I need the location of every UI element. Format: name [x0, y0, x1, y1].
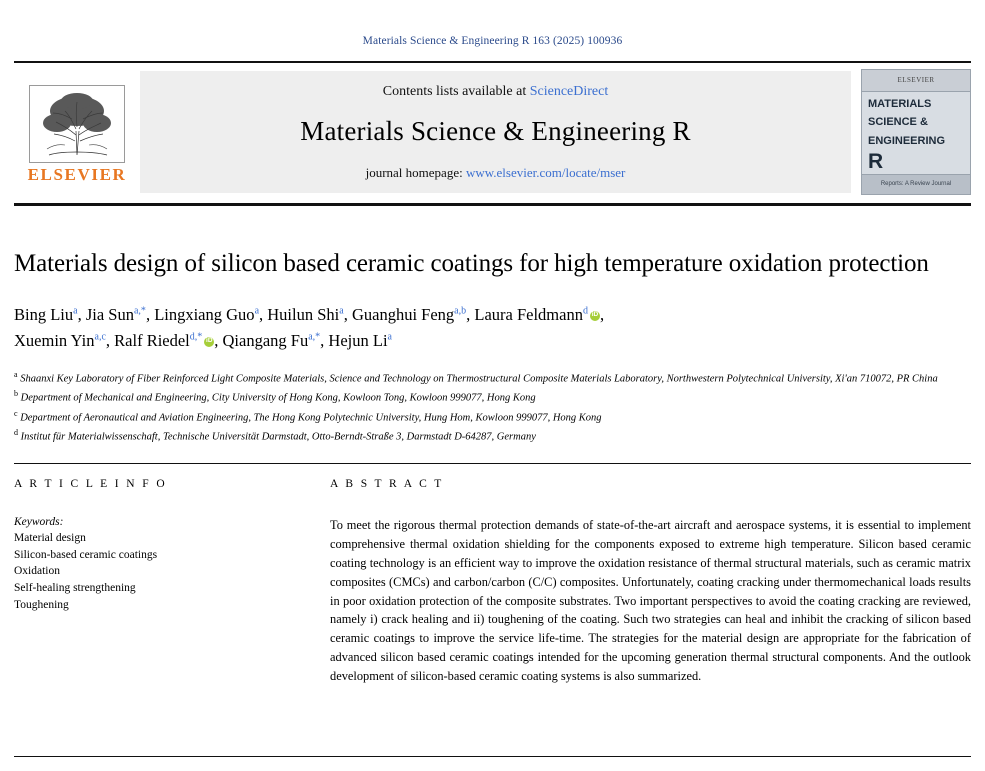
affiliation-marker: d — [14, 427, 18, 437]
cover-publisher-logo: ELSEVIER — [897, 75, 935, 84]
author-affil-marker: a,* — [133, 305, 146, 317]
author-affil-marker: d,* — [189, 331, 203, 343]
keyword-item: Self-healing strengthening — [14, 582, 136, 595]
journal-title: Materials Science & Engineering R — [300, 115, 691, 146]
author-list: Bing Liu$^a$, Jia Sun$^{a,*}$, Lingxiang Guo$^a$, Huilun Shi$^a$, Guanghui Feng$^{a,b}$, Laura Feldmann$^d$ iD , Xuemin Yin$^{a,c}$, Ralf Riedel$^{d,*}$ iD , Qiangang $Fu^{a,*}$, Hejun Li$^a$ — [14, 302, 971, 353]
keyword-item: Oxidation — [14, 565, 60, 578]
author-item[interactable] — [474, 305, 600, 324]
author-item[interactable] — [14, 305, 78, 324]
author-item[interactable] — [328, 331, 392, 350]
elsevier-tree-icon — [29, 85, 125, 163]
author-affil-marker: a — [339, 305, 344, 317]
abstract-text: To meet the rigorous thermal protection demands of state-of-the-art aircraft and aerospace systems, it is essential to implement comprehensive thermal oxidation shielding for the components exposed to extreme high temperature. Silicon based ceramic coating technology is an efficient way to improve the oxidation resistance of thermal structural materials, such as ceramic matrix composites (CMCs) and carbon/carbon (C/C) composites. Unfortunately, coating cracking under thermomechanical loads results in poor oxidation protection of the composite substrates. Two important perspectives to avoid the coating cracking are reviewed, namely i) crack healing and ii) toughening of the coating. Such two strategies can heal and inhibit the cracking of silicon based ceramic coatings to improve the service life-time. The strategies for the material design are appropriate for the fabrication of advanced silicon based ceramic coatings intended for the upcoming generation thermal structural components. And the outlook development of silicon-based ceramic coating systems is also summarized. — [330, 518, 971, 683]
abstract-heading: A B S T R A C T — [330, 478, 444, 491]
affiliation-marker: b — [14, 389, 18, 399]
author-item[interactable] — [267, 305, 343, 324]
keywords-label: Keywords: — [14, 516, 64, 529]
author-affil-marker: a — [73, 305, 78, 317]
author-name: Hejun Li — [328, 330, 388, 350]
author-name: Qiangang Fu — [222, 330, 309, 350]
author-item[interactable] — [352, 305, 466, 324]
homepage-prefix: journal homepage: — [365, 164, 463, 180]
affiliation-text: Department of Mechanical and Engineering, City University of Hong Kong, Kowloon Tong, Kowloon 999077, Hong Kong — [20, 392, 536, 404]
author-item[interactable] — [154, 305, 259, 324]
article-head — [0, 206, 985, 445]
author-affil-marker: a,* — [308, 331, 321, 343]
affiliation-marker: a — [14, 370, 18, 380]
author-item[interactable] — [114, 331, 214, 350]
affiliation-marker: c — [14, 408, 18, 418]
contents-prefix: Contents lists available at — [382, 83, 527, 99]
cover-series-letter: R — [868, 149, 884, 173]
author-item[interactable] — [14, 331, 106, 350]
author-name: Huilun Shi — [267, 305, 340, 324]
author-affil-marker: a — [254, 305, 260, 317]
author-affil-marker: a — [387, 331, 392, 343]
keyword-item: Material design — [14, 532, 86, 545]
affiliation-list — [14, 369, 971, 445]
sciencedirect-link[interactable]: ScienceDirect — [529, 83, 609, 99]
author-affil-marker: a,c — [94, 331, 106, 343]
orcid-icon[interactable] — [590, 311, 600, 321]
elsevier-wordmark: ELSEVIER — [27, 165, 127, 184]
running-head: Materials Science & Engineering R 163 (2025) 100936 — [362, 35, 623, 47]
affiliation-item — [14, 369, 971, 387]
author-affil-marker: d — [582, 305, 588, 317]
author-name: Lingxiang Guo — [154, 305, 255, 324]
cover-title-line-2: SCIENCE & — [868, 116, 928, 129]
keywords-list — [14, 530, 284, 613]
journal-masthead — [14, 61, 971, 206]
article-info-column — [14, 478, 302, 686]
cover-header-band — [862, 70, 970, 92]
keyword-item: Toughening — [14, 598, 69, 611]
journal-center-block — [140, 71, 851, 193]
author-affil-marker: a,b — [454, 305, 467, 317]
keyword-item: Silicon-based ceramic coatings — [14, 548, 158, 561]
journal-homepage-line — [366, 165, 626, 181]
author-name: Bing Liu — [14, 305, 74, 324]
cover-title-line-1: MATERIALS — [868, 97, 932, 110]
affiliation-text: Institut für Materialwissenschaft, Technische Universität Darmstadt, Otto-Berndt-Straße 3, Darmstadt D-64287, Germany — [20, 431, 536, 443]
article-info-heading: A R T I C L E I N F O — [14, 478, 168, 491]
elsevier-logo — [14, 63, 140, 203]
cover-title-line-3: ENGINEERING — [868, 135, 946, 148]
author-name: Laura Feldmann — [474, 305, 583, 324]
affiliation-item — [14, 388, 971, 406]
affiliation-item — [14, 427, 971, 445]
affiliation-text: Shaanxi Key Laboratory of Fiber Reinforced Light Composite Materials, Science and Technology on Thermostructural Composite Materials Laboratory, Northwestern Polytechnical University, Xi'an 710072, PR China — [20, 373, 938, 385]
journal-homepage-link[interactable]: www.elsevier.com/locate/mser — [465, 164, 626, 180]
author-item[interactable] — [223, 331, 321, 350]
author-name: Guanghui Feng — [351, 305, 455, 324]
author-name: Jia Sun — [85, 305, 134, 324]
page-bottom-divider — [14, 756, 971, 757]
journal-cover-thumbnail[interactable] — [861, 69, 971, 195]
affiliation-text: Department of Aeronautical and Aviation Engineering, The Hong Kong Polytechnic University, Hung Hom, Kowloon 999077, Hong Kong — [20, 412, 602, 424]
affiliation-item — [14, 408, 971, 426]
info-abstract-row — [0, 464, 985, 686]
abstract-column — [302, 478, 971, 686]
contents-available-line — [383, 84, 609, 100]
author-name: Ralf Riedel — [114, 330, 190, 350]
cover-footer-band: Reports: A Review Journal — [862, 174, 970, 194]
orcid-icon[interactable] — [204, 337, 214, 347]
page-title: Materials design of silicon based ceramic coatings for high temperature oxidation protection — [14, 250, 929, 277]
author-name: Xuemin Yin — [14, 330, 95, 350]
author-item[interactable] — [86, 305, 146, 324]
